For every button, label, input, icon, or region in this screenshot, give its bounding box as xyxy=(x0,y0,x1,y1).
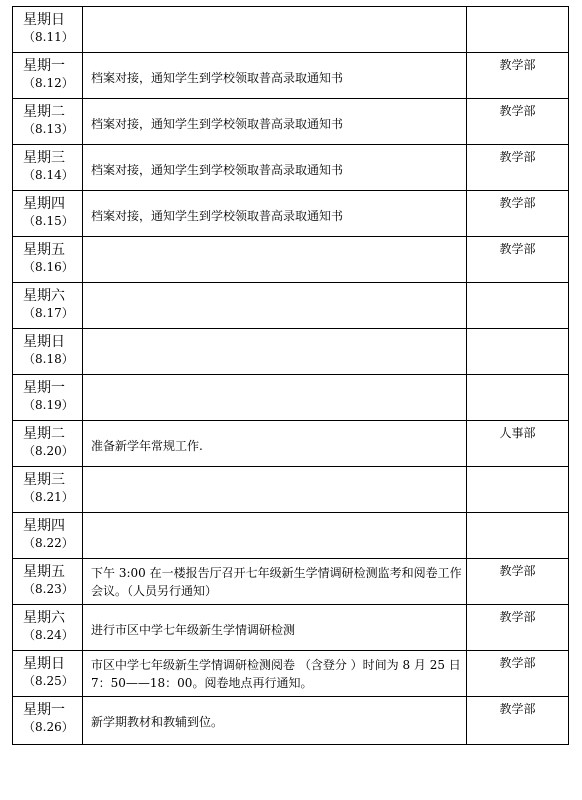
schedule-row xyxy=(13,697,569,745)
department-cell xyxy=(467,375,569,421)
date-label: （8.18） xyxy=(23,352,74,366)
date-label: （8.26） xyxy=(23,720,74,734)
date-label: （8.17） xyxy=(23,306,74,320)
department-label: 教学部 xyxy=(499,150,536,164)
weekday-label: 星期日 xyxy=(23,12,65,28)
day-cell xyxy=(13,329,83,375)
day-cell xyxy=(13,145,83,191)
weekday-label: 星期日 xyxy=(23,656,65,672)
day-cell xyxy=(13,375,83,421)
schedule-row xyxy=(13,99,569,145)
weekday-label: 星期一 xyxy=(23,58,65,74)
date-label: （8.14） xyxy=(23,168,74,182)
schedule-row xyxy=(13,375,569,421)
weekday-label: 星期三 xyxy=(23,472,65,488)
date-label: （8.12） xyxy=(23,76,74,90)
schedule-row xyxy=(13,651,569,697)
date-label: （8.15） xyxy=(23,214,74,228)
schedule-row xyxy=(13,605,569,651)
date-label: （8.13） xyxy=(23,122,74,136)
activity-text: 档案对接，通知学生到学校领取普高录取通知书 xyxy=(91,209,344,223)
activity-text: 市区中学七年级新生学情调研检测阅卷 （含登分 ）时间为 8 月 25 日 7：50——18：00。阅卷地点再行通知。 xyxy=(91,658,461,690)
activity-text xyxy=(83,375,466,391)
department-cell xyxy=(467,191,569,237)
weekday-label: 星期二 xyxy=(23,104,65,120)
department-cell xyxy=(467,237,569,283)
department-label xyxy=(467,375,568,379)
activity-text: 档案对接，通知学生到学校领取普高录取通知书 xyxy=(91,163,344,177)
day-cell xyxy=(13,697,83,745)
schedule-row xyxy=(13,191,569,237)
day-cell xyxy=(13,467,83,513)
department-cell xyxy=(467,697,569,745)
department-cell xyxy=(467,651,569,697)
department-cell xyxy=(467,559,569,605)
department-label: 教学部 xyxy=(499,564,536,578)
schedule-row xyxy=(13,559,569,605)
day-cell xyxy=(13,513,83,559)
activity-text: 新学期教材和教辅到位。 xyxy=(91,715,224,729)
schedule-row xyxy=(13,7,569,53)
department-cell xyxy=(467,421,569,467)
schedule-row xyxy=(13,53,569,99)
content-cell xyxy=(83,237,467,283)
weekday-label: 星期四 xyxy=(23,518,65,534)
weekday-label: 星期二 xyxy=(23,426,65,442)
date-label: （8.23） xyxy=(23,582,74,596)
department-cell xyxy=(467,53,569,99)
day-cell xyxy=(13,605,83,651)
date-label: （8.22） xyxy=(23,536,74,550)
activity-text xyxy=(83,513,466,529)
date-label: （8.21） xyxy=(23,490,74,504)
schedule-row xyxy=(13,421,569,467)
activity-text: 进行市区中学七年级新生学情调研检测 xyxy=(91,623,296,637)
weekday-label: 星期四 xyxy=(23,196,65,212)
content-cell xyxy=(83,283,467,329)
activity-text: 档案对接，通知学生到学校领取普高录取通知书 xyxy=(91,117,344,131)
activity-text xyxy=(83,329,466,345)
day-cell xyxy=(13,421,83,467)
department-cell xyxy=(467,283,569,329)
day-cell xyxy=(13,99,83,145)
department-label xyxy=(467,283,568,287)
day-cell xyxy=(13,283,83,329)
schedule-row xyxy=(13,329,569,375)
activity-text: 档案对接，通知学生到学校领取普高录取通知书 xyxy=(91,71,344,85)
department-cell xyxy=(467,7,569,53)
day-cell xyxy=(13,191,83,237)
schedule-table xyxy=(12,6,569,745)
date-label: （8.19） xyxy=(23,398,74,412)
department-label: 教学部 xyxy=(499,196,536,210)
schedule-row xyxy=(13,237,569,283)
weekday-label: 星期五 xyxy=(23,564,65,580)
department-label: 教学部 xyxy=(499,702,536,716)
schedule-row xyxy=(13,513,569,559)
content-cell xyxy=(83,329,467,375)
department-cell xyxy=(467,605,569,651)
department-cell xyxy=(467,145,569,191)
weekday-label: 星期六 xyxy=(23,288,65,304)
date-label: （8.16） xyxy=(23,260,74,274)
content-cell xyxy=(83,513,467,559)
content-cell xyxy=(83,375,467,421)
content-cell xyxy=(83,559,467,605)
content-cell xyxy=(83,605,467,651)
weekday-label: 星期一 xyxy=(23,380,65,396)
content-cell xyxy=(83,7,467,53)
day-cell xyxy=(13,7,83,53)
schedule-row xyxy=(13,145,569,191)
activity-text xyxy=(83,7,466,23)
date-label: （8.25） xyxy=(23,674,74,688)
weekday-label: 星期六 xyxy=(23,610,65,626)
weekday-label: 星期一 xyxy=(23,702,65,718)
activity-text: 准备新学年常规工作. xyxy=(91,439,203,453)
content-cell xyxy=(83,99,467,145)
department-label: 教学部 xyxy=(499,610,536,624)
weekday-label: 星期日 xyxy=(23,334,65,350)
date-label: （8.11） xyxy=(23,30,74,44)
schedule-row xyxy=(13,467,569,513)
activity-text xyxy=(83,467,466,483)
department-label: 教学部 xyxy=(499,656,536,670)
content-cell xyxy=(83,651,467,697)
department-cell xyxy=(467,467,569,513)
date-label: （8.24） xyxy=(23,628,74,642)
department-label: 教学部 xyxy=(499,242,536,256)
content-cell xyxy=(83,145,467,191)
department-cell xyxy=(467,513,569,559)
department-label xyxy=(467,513,568,517)
schedule-row xyxy=(13,283,569,329)
department-cell xyxy=(467,329,569,375)
activity-text xyxy=(83,237,466,253)
content-cell xyxy=(83,421,467,467)
department-cell xyxy=(467,99,569,145)
day-cell xyxy=(13,53,83,99)
activity-text xyxy=(83,283,466,299)
department-label: 教学部 xyxy=(499,104,536,118)
department-label xyxy=(467,329,568,333)
content-cell xyxy=(83,467,467,513)
content-cell xyxy=(83,191,467,237)
day-cell xyxy=(13,237,83,283)
activity-text: 下午 3:00 在一楼报告厅召开七年级新生学情调研检测监考和阅卷工作会议。（人员另行通知） xyxy=(91,566,462,598)
day-cell xyxy=(13,559,83,605)
content-cell xyxy=(83,53,467,99)
department-label xyxy=(467,467,568,471)
day-cell xyxy=(13,651,83,697)
department-label: 人事部 xyxy=(499,426,536,440)
content-cell xyxy=(83,697,467,745)
department-label xyxy=(467,7,568,11)
weekday-label: 星期五 xyxy=(23,242,65,258)
date-label: （8.20） xyxy=(23,444,74,458)
weekday-label: 星期三 xyxy=(23,150,65,166)
department-label: 教学部 xyxy=(499,58,536,72)
